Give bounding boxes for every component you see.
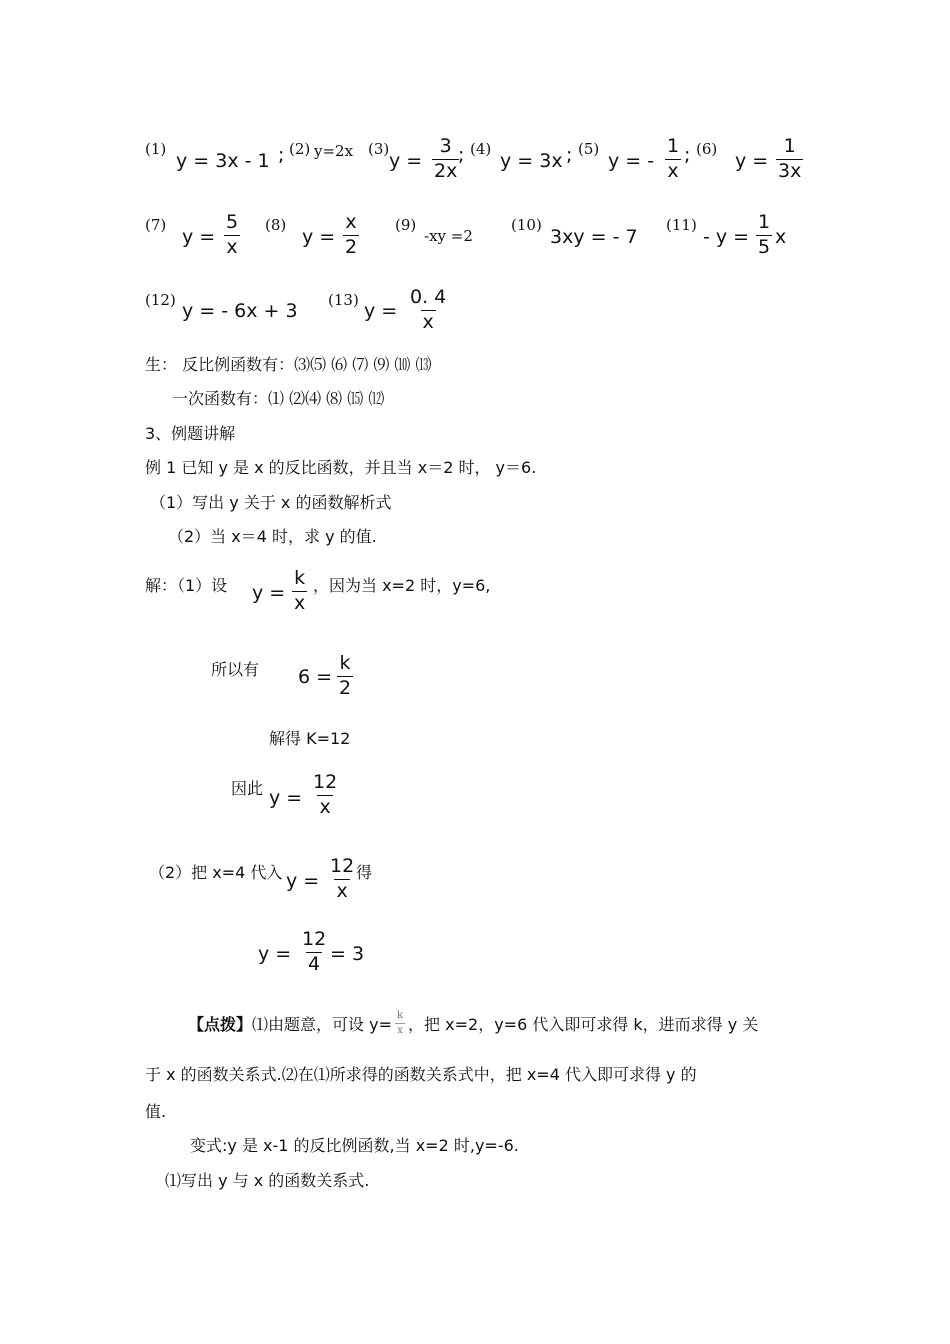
denominator: x [319, 795, 331, 818]
numerator: 12 [302, 928, 327, 950]
solution-intro: 解：（1）设 [145, 576, 228, 595]
student-answer-linear: 一次函数有：⑴ ⑵⑷ ⑻ ⒂ ⑿ [172, 389, 385, 408]
example-1: 例 1 已知 y 是 x 的反比函数，并且当 x＝2 时， y＝6. [145, 458, 537, 477]
label-7: (7) [145, 216, 167, 234]
separator: ; [278, 144, 285, 166]
equation-4: y = 3x [500, 150, 563, 172]
numerator: k [339, 652, 351, 674]
numerator: k [294, 567, 306, 589]
equation-1: y = 3x - 1 [176, 150, 270, 172]
label-8: (8) [265, 216, 287, 234]
equation-8-lhs: y = [302, 226, 336, 248]
hint-line-2: 于 x 的函数关系式.⑵在⑴所求得的函数关系式中，把 x=4 代入即可求得 y 的 [145, 1065, 697, 1084]
numerator: 3 [439, 135, 452, 157]
solution-condition: ，因为当 x=2 时，y=6, [313, 576, 491, 595]
hence-label: 因此 [231, 779, 264, 798]
hint-line-3: 值. [145, 1102, 167, 1121]
equation-5-fraction [665, 136, 681, 183]
hint-text-b: ，把 x=2，y=6 代入即可求得 k，进而求得 y 关 [408, 1014, 759, 1034]
label-1: (1) [145, 140, 167, 158]
equation-7-lhs: y = [182, 226, 216, 248]
denominator: 2 [339, 676, 352, 699]
label-9: (9) [395, 216, 417, 234]
denominator: 2x [434, 159, 458, 182]
part-2-suffix: 得 [356, 863, 373, 882]
solution-fraction [292, 568, 307, 615]
separator: ; [458, 144, 465, 166]
numerator: 5 [226, 211, 239, 233]
equation-13-lhs: y = [364, 300, 398, 322]
result-lhs: y = [269, 787, 303, 809]
final-rhs: = 3 [330, 943, 365, 965]
result-fraction [311, 772, 339, 819]
denominator: 2 [345, 235, 358, 258]
equation-9: -xy =2 [424, 227, 473, 245]
solve-k: 解得 K=12 [269, 729, 351, 748]
numerator: 12 [330, 855, 355, 877]
equation-13-fraction [408, 287, 448, 334]
equation-11-fraction [756, 212, 772, 259]
equation-11-rhs: x [775, 226, 787, 248]
hint-tag: 【点拨】 [188, 1014, 253, 1034]
label-10: (10) [511, 216, 542, 234]
example-1-question-1: （1）写出 y 关于 x 的函数解析式 [150, 493, 392, 512]
label-13: (13) [328, 291, 359, 309]
student-answer-inverse: 生： 反比例函数有：⑶⑸ ⑹ ⑺ ⑼ ⑽ ⒀ [145, 355, 432, 374]
numerator: 1 [667, 135, 680, 157]
numerator: 0. 4 [410, 286, 447, 308]
hint-text-a: ⑴由题意，可设 y= [252, 1014, 392, 1034]
variant-problem: 变式:y 是 x-1 的反比例函数,当 x=2 时,y=-6. [190, 1136, 519, 1155]
equation-3-fraction [432, 136, 459, 183]
hint-line-1 [188, 1010, 758, 1036]
solution-lhs: y = [252, 582, 286, 604]
label-4: (4) [470, 140, 492, 158]
numerator: 12 [313, 771, 338, 793]
numerator: 1 [758, 211, 771, 233]
final-lhs: y = [258, 943, 292, 965]
equation-11-lhs: - y = [703, 226, 750, 248]
equation-3-lhs: y = [389, 150, 423, 172]
equation-7-fraction [224, 212, 240, 259]
equation-10: 3xy = - 7 [550, 226, 638, 248]
equation-2: y=2x [314, 142, 354, 160]
denominator: x [397, 1024, 403, 1036]
variant-question-1: ⑴写出 y 与 x 的函数关系式. [165, 1171, 370, 1190]
denominator: 3x [778, 159, 802, 182]
numerator: x [345, 211, 357, 233]
numerator: 1 [783, 135, 796, 157]
denominator: x [294, 591, 306, 614]
equation-6-fraction [776, 136, 803, 183]
equation-12: y = - 6x + 3 [182, 300, 298, 322]
label-5: (5) [578, 140, 600, 158]
equation-6-lhs: y = [735, 150, 769, 172]
part-2-lhs: y = [286, 870, 320, 892]
denominator: 5 [758, 235, 771, 258]
equation-8-fraction [343, 212, 359, 259]
part-2-intro: （2）把 x=4 代入 [149, 863, 283, 882]
denominator: x [667, 159, 679, 182]
final-fraction [300, 929, 328, 976]
therefore-label: 所以有 [211, 660, 260, 679]
label-2: (2) [289, 140, 311, 158]
separator: ; [566, 144, 573, 166]
label-3: (3) [368, 140, 390, 158]
example-1-question-2: （2）当 x＝4 时，求 y 的值. [168, 527, 377, 546]
hint-fraction [395, 1010, 405, 1036]
label-11: (11) [666, 216, 697, 234]
section-heading: 3、例题讲解 [145, 424, 236, 443]
part-2-fraction [328, 856, 356, 903]
denominator: x [422, 310, 434, 333]
separator: ; [684, 144, 691, 166]
equation-fraction [337, 653, 353, 700]
label-6: (6) [696, 140, 718, 158]
denominator: x [336, 879, 348, 902]
numerator: k [396, 1010, 404, 1021]
label-12: (12) [145, 291, 176, 309]
denominator: 4 [308, 952, 321, 975]
equation-lhs: 6 = [298, 666, 333, 688]
equation-5-lhs: y = - [608, 150, 655, 172]
denominator: x [226, 235, 238, 258]
